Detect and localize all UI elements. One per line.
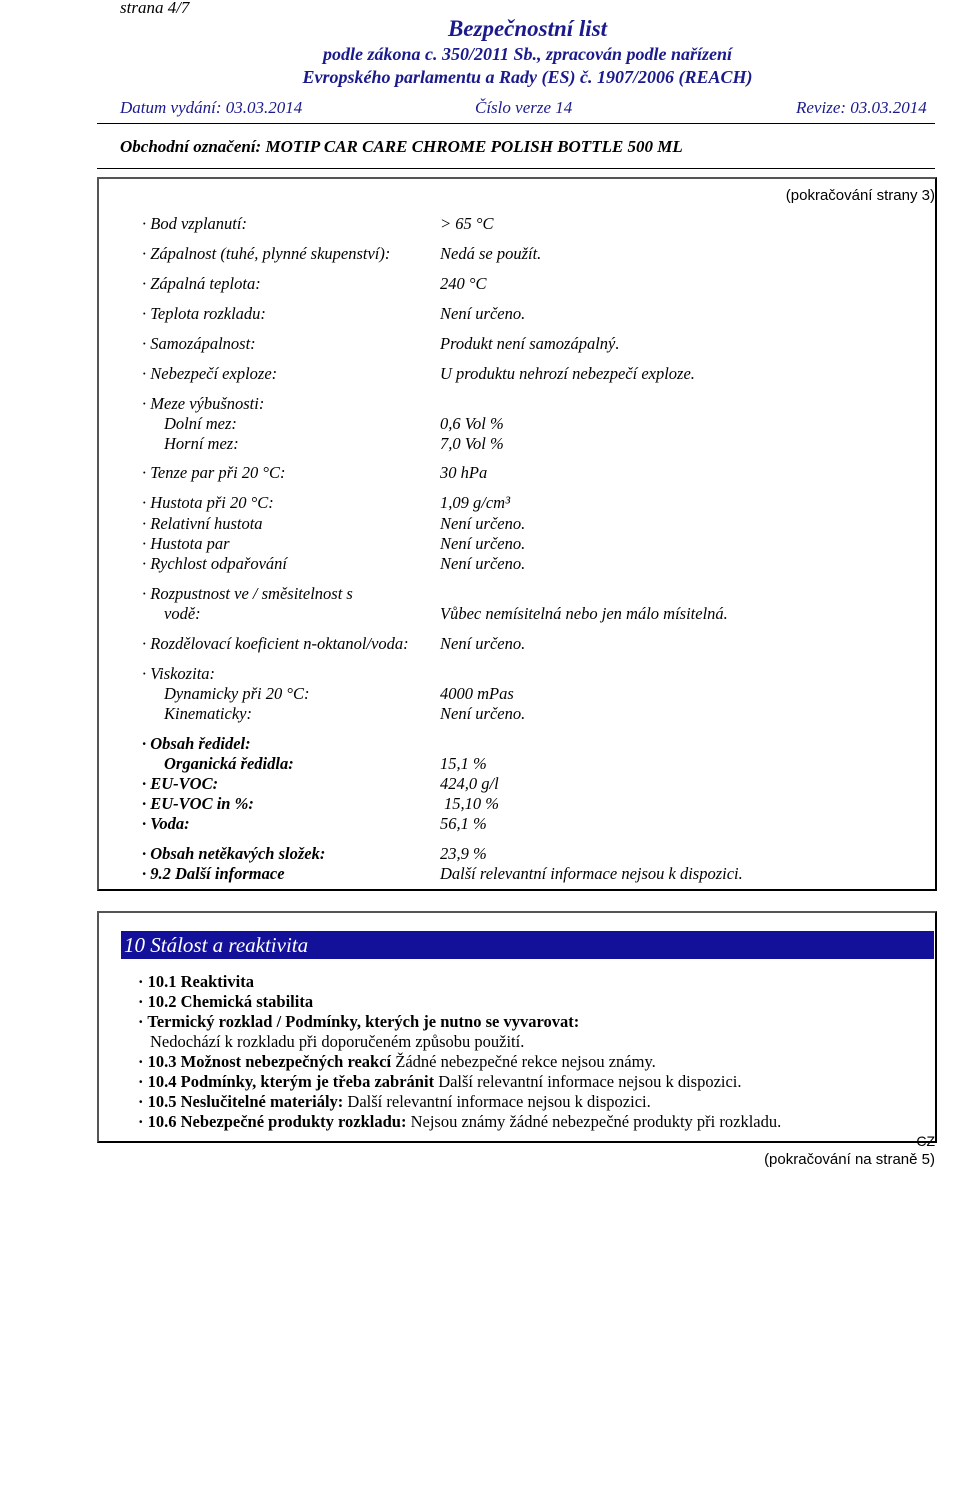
chemical-stability-line: · 10.2 Chemická stabilita bbox=[138, 992, 314, 1011]
density-label: · Hustota při 20 °C: bbox=[142, 493, 274, 512]
organic-solvents-value: 15,1 % bbox=[440, 754, 487, 773]
thermal-decomposition-label: · Termický rozklad / Podmínky, kterých je nutno se vyvarovat: bbox=[138, 1012, 580, 1031]
decomposition-products-text: Nejsou známy žádné nebezpečné produkty při rozkladu. bbox=[406, 1112, 782, 1131]
solubility-label-2: vodě: bbox=[164, 604, 201, 623]
other-info-value: Další relevantní informace nejsou k dispozici. bbox=[440, 864, 743, 883]
flammability-value: Nedá se použít. bbox=[440, 244, 542, 263]
hazardous-reactions-text: Žádné nebezpečné rekce nejsou známy. bbox=[391, 1052, 656, 1071]
partition-label: · Rozdělovací koeficient n-oktanol/voda: bbox=[142, 634, 409, 653]
section10-heading: 10 Stálost a reaktivita bbox=[121, 931, 934, 959]
explosion-label: · Nebezpečí exploze: bbox=[142, 364, 278, 383]
relative-density-label: · Relativní hustota bbox=[142, 514, 263, 533]
language-code: CZ bbox=[916, 1133, 935, 1149]
conditions-avoid-text: Další relevantní informace nejsou k dispozici. bbox=[434, 1072, 742, 1091]
document-subtitle-2: Evropského parlamentu a Rady (ES) č. 1907/2006 (REACH) bbox=[302, 67, 753, 87]
flash-point-value: > 65 °C bbox=[440, 214, 494, 233]
decomposition-products-line bbox=[138, 1112, 781, 1132]
lower-limit-value: 0,6 Vol % bbox=[440, 414, 504, 433]
continued-on-next: (pokračování na straně 5) bbox=[764, 1151, 935, 1168]
relative-density-value: Není určeno. bbox=[440, 514, 526, 533]
eu-voc-value: 424,0 g/l bbox=[440, 774, 499, 793]
conditions-avoid-label: · 10.4 Podmínky, kterým je třeba zabránit bbox=[138, 1072, 435, 1091]
page-number: strana 4/7 bbox=[120, 0, 190, 17]
vapour-pressure-label: · Tenze par při 20 °C: bbox=[142, 463, 286, 482]
solvent-content-label: · Obsah ředidel: bbox=[142, 734, 251, 753]
thermal-decomposition-text: Nedochází k rozkladu při doporučeném způsobu použití. bbox=[150, 1032, 525, 1051]
continued-from: (pokračování strany 3) bbox=[785, 187, 935, 204]
flash-point-label: · Bod vzplanutí: bbox=[142, 214, 247, 233]
dynamic-viscosity-value: 4000 mPas bbox=[440, 684, 514, 703]
incompatible-materials-label: · 10.5 Neslučitelné materiály: bbox=[138, 1092, 344, 1111]
revision-date: Revize: 03.03.2014 bbox=[796, 98, 927, 117]
conditions-avoid-line bbox=[138, 1072, 742, 1092]
evaporation-value: Není určeno. bbox=[440, 554, 526, 573]
self-ignition-label: · Samozápalnost: bbox=[142, 334, 256, 353]
document-subtitle-1: podle zákona c. 350/2011 Sb., zpracován podle nařízení bbox=[322, 44, 733, 64]
eu-voc-percent-value: 15,10 % bbox=[444, 794, 499, 813]
version-number: Číslo verze 14 bbox=[475, 98, 573, 117]
partition-value: Není určeno. bbox=[440, 634, 526, 653]
evaporation-label: · Rychlost odpařování bbox=[142, 554, 287, 573]
ignition-label: · Zápalná teplota: bbox=[142, 274, 261, 293]
eu-voc-percent-label: · EU-VOC in %: bbox=[142, 794, 254, 813]
eu-voc-label: · EU-VOC: bbox=[142, 774, 219, 793]
solids-content-value: 23,9 % bbox=[440, 844, 487, 863]
incompatible-materials-text: Další relevantní informace nejsou k dispozici. bbox=[343, 1092, 651, 1111]
decomposition-temp-label: · Teplota rozkladu: bbox=[142, 304, 266, 323]
explosion-value: U produktu nehrozí nebezpečí exploze. bbox=[440, 364, 695, 383]
solids-content-label: · Obsah netěkavých složek: bbox=[142, 844, 326, 863]
incompatible-materials-line bbox=[138, 1092, 651, 1112]
organic-solvents-label: Organická ředidla: bbox=[164, 754, 294, 773]
header-rule-bottom bbox=[97, 168, 935, 169]
issue-date: Datum vydání: 03.03.2014 bbox=[120, 98, 303, 117]
vapour-density-value: Není určeno. bbox=[440, 534, 526, 553]
flammability-label: · Zápalnost (tuhé, plynné skupenství): bbox=[142, 244, 391, 263]
solubility-value: Vůbec nemísitelná nebo jen málo mísitelná. bbox=[440, 604, 728, 623]
document-title: Bezpečnostní list bbox=[447, 16, 608, 41]
hazardous-reactions-label: · 10.3 Možnost nebezpečných reakcí bbox=[138, 1052, 392, 1071]
decomposition-products-label: · 10.6 Nebezpečné produkty rozkladu: bbox=[138, 1112, 407, 1131]
kinematic-viscosity-label: Kinematicky: bbox=[164, 704, 252, 723]
upper-limit-value: 7,0 Vol % bbox=[440, 434, 504, 453]
other-info-label: · 9.2 Další informace bbox=[142, 864, 285, 883]
reactivity-line: · 10.1 Reaktivita bbox=[138, 972, 254, 991]
water-label: · Voda: bbox=[142, 814, 190, 833]
vapour-density-label: · Hustota par bbox=[142, 534, 230, 553]
solubility-label-1: · Rozpustnost ve / směsitelnost s bbox=[142, 584, 353, 603]
dynamic-viscosity-label: Dynamicky při 20 °C: bbox=[164, 684, 310, 703]
vapour-pressure-value: 30 hPa bbox=[440, 463, 488, 482]
water-value: 56,1 % bbox=[440, 814, 487, 833]
kinematic-viscosity-value: Není určeno. bbox=[440, 704, 526, 723]
viscosity-label: · Viskozita: bbox=[142, 664, 216, 683]
upper-limit-label: Horní mez: bbox=[164, 434, 239, 453]
header-rule-top bbox=[97, 123, 935, 124]
decomposition-temp-value: Není určeno. bbox=[440, 304, 526, 323]
hazardous-reactions-line bbox=[138, 1052, 656, 1072]
ignition-value: 240 °C bbox=[440, 274, 487, 293]
lower-limit-label: Dolní mez: bbox=[164, 414, 237, 433]
trade-name: Obchodní označení: MOTIP CAR CARE CHROME POLISH BOTTLE 500 ML bbox=[120, 137, 683, 156]
density-value: 1,09 g/cm³ bbox=[440, 493, 511, 512]
self-ignition-value: Produkt není samozápalný. bbox=[440, 334, 620, 353]
explosive-limits-label: · Meze výbušnosti: bbox=[142, 394, 265, 413]
